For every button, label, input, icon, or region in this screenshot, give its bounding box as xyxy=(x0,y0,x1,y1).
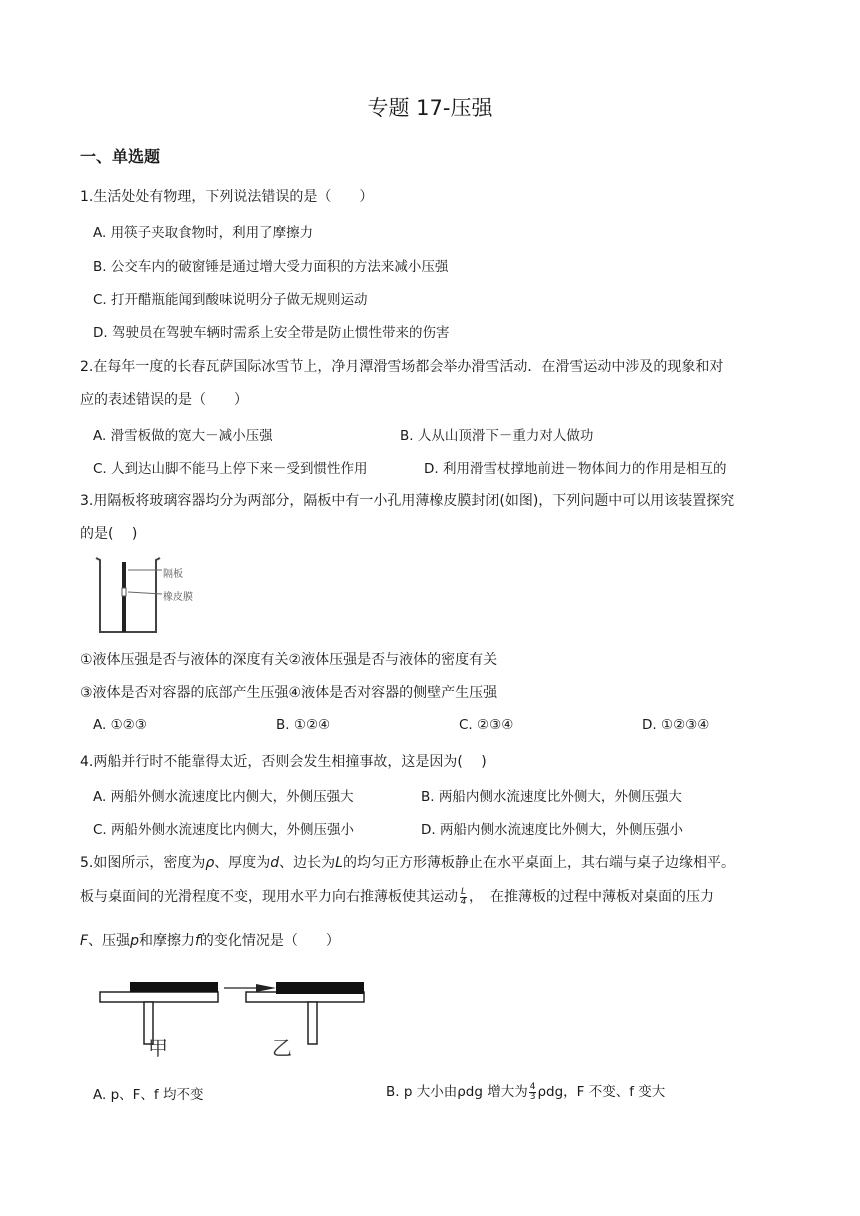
question-4-stem: 4.两船并行时不能靠得太近，否则会发生相撞事故，这是因为( ) xyxy=(80,754,487,770)
q3-statements-line1: ①液体压强是否与液体的深度有关②液体压强是否与液体的密度有关 xyxy=(80,652,498,668)
figure-label-membrane: 橡皮膜 xyxy=(163,592,193,603)
q1-option-a: A. 用筷子夹取食物时，利用了摩擦力 xyxy=(93,225,314,241)
question-5-stem-line1: 5.如图所示，密度为ρ、厚度为d、边长为L的均匀正方形薄板静止在水平桌面上，其右端与桌子边缘相平。 xyxy=(80,855,735,871)
figure-label-yi: 乙 xyxy=(272,1036,292,1060)
sliding-plate-figure xyxy=(96,976,376,1066)
q1-option-d: D. 驾驶员在驾驶车辆时需系上安全带是防止惯性带来的伤害 xyxy=(93,325,450,341)
q5-option-b: B. p 大小由ρdg 增大为 $\frac{4}{3}$ ρdg，F 不变、f 变大 xyxy=(386,1081,666,1102)
section-heading: 一、单选题 xyxy=(80,147,161,166)
question-3-stem-line2: 的是( ) xyxy=(80,526,138,542)
q2-option-b: B. 人从山顶滑下－重力对人做功 xyxy=(400,428,594,444)
fraction-four-thirds: $\frac{4}{3}$ xyxy=(529,1081,536,1102)
q3-option-c: C. ②③④ xyxy=(459,717,514,733)
q1-option-c: C. 打开醋瓶能闻到酸味说明分子做无规则运动 xyxy=(93,292,368,308)
q4-option-d: D. 两船内侧水流速度比外侧大，外侧压强小 xyxy=(421,822,683,838)
figure-label-jia: 甲 xyxy=(148,1036,168,1060)
question-1-stem: 1.生活处处有物理，下列说法错误的是（ ） xyxy=(80,189,374,205)
question-2-stem-line2: 应的表述错误的是（ ） xyxy=(80,392,248,408)
question-5-stem-line2: 板与桌面间的光滑程度不变，现用水平力向右推薄板使其运动 $\frac{L}{4}$ ， 在推薄板的过程中薄板对桌面的压力 xyxy=(80,886,715,907)
q3-option-b: B. ①②④ xyxy=(276,717,331,733)
q3-option-d: D. ①②③④ xyxy=(642,717,710,733)
page-title: 专题 17-压强 xyxy=(367,96,493,120)
question-5-stem-line3: F、压强p和摩擦力f的变化情况是（ ） xyxy=(80,933,340,949)
q2-option-a: A. 滑雪板做的宽大－减小压强 xyxy=(93,428,273,444)
q4-option-c: C. 两船外侧水流速度比内侧大，外侧压强小 xyxy=(93,822,355,838)
q2-option-c: C. 人到达山脚不能马上停下来－受到惯性作用 xyxy=(93,461,368,477)
q3-option-a: A. ①②③ xyxy=(93,717,147,733)
q1-option-b: B. 公交车内的破窗锤是通过增大受力面积的方法来减小压强 xyxy=(93,259,449,275)
q2-option-d: D. 利用滑雪杖撑地前进－物体间力的作用是相互的 xyxy=(424,461,727,477)
q3-statements-line2: ③液体是否对容器的底部产生压强④液体是否对容器的侧壁产生压强 xyxy=(80,685,498,701)
q5-option-a: A. p、F、f 均不变 xyxy=(93,1087,204,1103)
figure-label-partition: 隔板 xyxy=(163,569,183,580)
question-2-stem-line1: 2.在每年一度的长春瓦萨国际冰雪节上，净月潭滑雪场都会举办滑雪活动．在滑雪运动中涉及的现象和对 xyxy=(80,359,724,375)
q4-option-a: A. 两船外侧水流速度比内侧大，外侧压强大 xyxy=(93,789,354,805)
question-3-stem-line1: 3.用隔板将玻璃容器均分为两部分，隔板中有一小孔用薄橡皮膜封闭(如图)，下列问题中可以用该装置探究 xyxy=(80,493,735,509)
fraction-quarter-L: $\frac{L}{4}$ xyxy=(460,886,467,907)
q4-option-b: B. 两船内侧水流速度比外侧大，外侧压强大 xyxy=(421,789,682,805)
